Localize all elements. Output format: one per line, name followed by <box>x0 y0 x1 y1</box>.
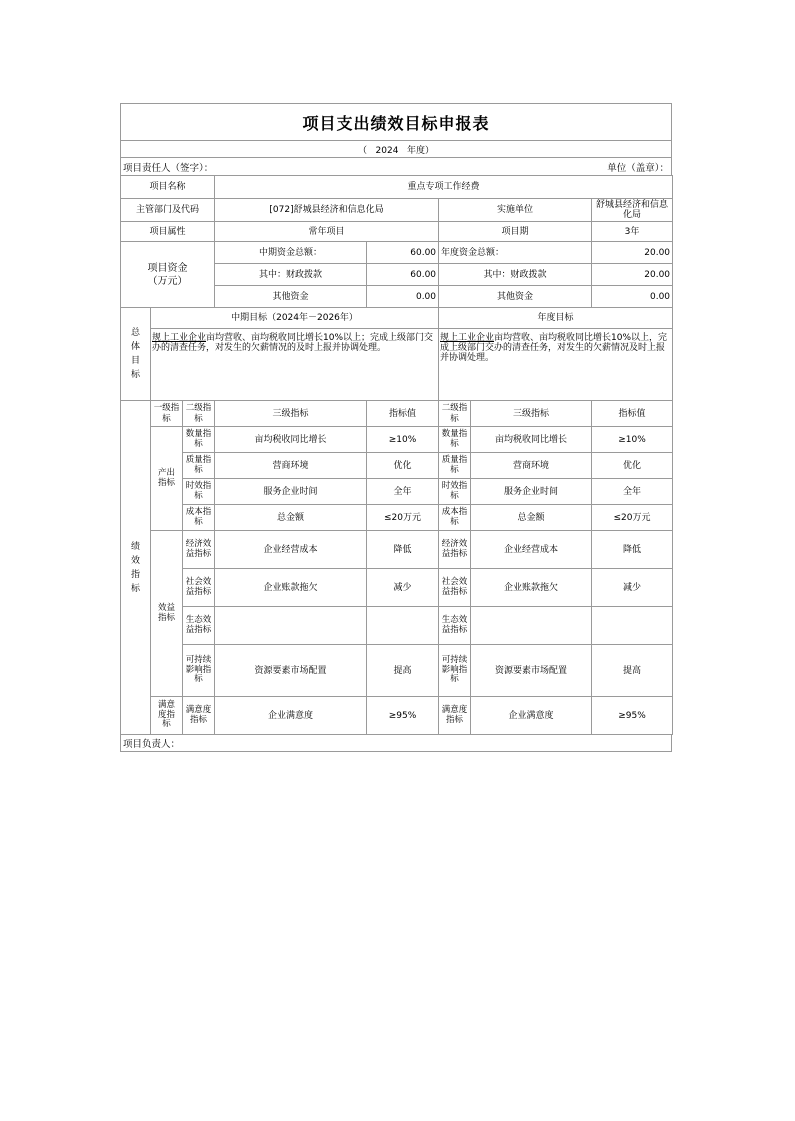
unit-seal-label: 单位（盖章）： <box>607 162 669 174</box>
satisfaction-label: 满意度指标 <box>151 697 183 735</box>
mid-total-value: 60.00 <box>367 242 439 264</box>
col-level2-annual: 二级指标 <box>439 401 471 427</box>
project-name-label: 项目名称 <box>121 176 215 199</box>
period-value: 3年 <box>592 222 673 242</box>
row-val-annual <box>592 607 673 645</box>
table-row <box>121 479 673 505</box>
row-l3-mid: 服务企业时间 <box>215 479 367 505</box>
row-val-mid <box>367 607 439 645</box>
row-l2-mid: 成本指标 <box>183 505 215 531</box>
row-l3-annual: 资源要素市场配置 <box>471 645 592 697</box>
row-val-annual: 全年 <box>592 479 673 505</box>
row-val-mid: ≤20万元 <box>367 505 439 531</box>
row-l2-annual: 可持续影响指标 <box>439 645 471 697</box>
table-row <box>121 453 673 479</box>
dept-label: 主管部门及代码 <box>121 199 215 222</box>
annual-goal-header: 年度目标 <box>439 308 673 329</box>
mid-fiscal-value: 60.00 <box>367 264 439 286</box>
goals-text-row <box>121 329 673 401</box>
table-row <box>121 697 673 735</box>
mid-goal-text-underlined: 规上工业企业 <box>152 333 207 343</box>
col-value-annual: 指标值 <box>592 401 673 427</box>
row-l3-mid: 营商环境 <box>215 453 367 479</box>
annual-goal-text-rest: 亩均营收、亩均税收同比增长10%以上，完成上级部门交办的清查任务，对发生的欠薪情况及时上报并协调处理。 <box>440 333 668 363</box>
row-val-annual: ≤20万元 <box>592 505 673 531</box>
period-label: 项目期 <box>439 222 592 242</box>
mid-other-value: 0.00 <box>367 286 439 308</box>
signature-row <box>120 157 672 175</box>
annual-fiscal-value: 20.00 <box>592 264 673 286</box>
row-l3-annual: 营商环境 <box>471 453 592 479</box>
row-l2-annual: 生态效益指标 <box>439 607 471 645</box>
row-val-annual: 优化 <box>592 453 673 479</box>
row-val-mid: 提高 <box>367 645 439 697</box>
mid-goal-text <box>151 329 439 401</box>
row-l2-annual: 社会效益指标 <box>439 569 471 607</box>
row-val-mid: ≥95% <box>367 697 439 735</box>
goals-header-row <box>121 308 673 329</box>
funds-label <box>121 242 215 308</box>
year-line: （ 2024 年度） <box>120 140 672 157</box>
mid-goal-text-rest: 亩均营收、亩均税收同比增长10%以上；完成上级部门交办的清查任务，对发生的欠薪情况的及时上报并协调处理。 <box>152 333 434 353</box>
project-name-value: 重点专项工作经费 <box>215 176 673 199</box>
attr-value: 常年项目 <box>215 222 439 242</box>
form-table <box>120 175 673 735</box>
project-lead-label: 项目负责人： <box>123 739 181 750</box>
benefit-label: 效益指标 <box>151 531 183 697</box>
table-row <box>121 607 673 645</box>
row-l3-mid: 企业经营成本 <box>215 531 367 569</box>
row-l3-annual: 亩均税收同比增长 <box>471 427 592 453</box>
project-lead-row <box>120 735 672 752</box>
annual-fiscal-label: 其中：财政拨款 <box>439 264 592 286</box>
row-val-annual: ≥95% <box>592 697 673 735</box>
row-l2-mid: 数量指标 <box>183 427 215 453</box>
output-label: 产出指标 <box>151 427 183 531</box>
annual-goal-text-underlined: 规上工业企业 <box>440 333 495 343</box>
goals-label <box>121 308 151 401</box>
row-l2-annual: 时效指标 <box>439 479 471 505</box>
mid-goal-header: 中期目标（2024年－2026年） <box>151 308 439 329</box>
row-val-mid: 全年 <box>367 479 439 505</box>
row-l3-mid: 亩均税收同比增长 <box>215 427 367 453</box>
row-l2-annual: 满意度指标 <box>439 697 471 735</box>
row-l2-annual: 经济效益指标 <box>439 531 471 569</box>
indicators-label-text: 绩效指标 <box>130 541 140 594</box>
dept-row <box>121 199 673 222</box>
row-val-mid: 优化 <box>367 453 439 479</box>
row-l3-mid <box>215 607 367 645</box>
annual-total-value: 20.00 <box>592 242 673 264</box>
funds-label-text: 项目资金（万元） <box>147 262 188 287</box>
row-val-annual: 降低 <box>592 531 673 569</box>
table-row <box>121 505 673 531</box>
row-val-annual: 提高 <box>592 645 673 697</box>
col-level2-mid: 二级指标 <box>183 401 215 427</box>
row-l3-annual: 服务企业时间 <box>471 479 592 505</box>
col-value-mid: 指标值 <box>367 401 439 427</box>
row-l2-mid: 生态效益指标 <box>183 607 215 645</box>
col-level1: 一级指标 <box>151 401 183 427</box>
row-l2-mid: 质量指标 <box>183 453 215 479</box>
responsible-sign-label: 项目责任人（签字）： <box>123 162 214 174</box>
row-l2-mid: 时效指标 <box>183 479 215 505</box>
row-l3-annual: 企业账款拖欠 <box>471 569 592 607</box>
table-row <box>121 531 673 569</box>
row-val-mid: 降低 <box>367 531 439 569</box>
row-l3-mid: 企业账款拖欠 <box>215 569 367 607</box>
annual-other-value: 0.00 <box>592 286 673 308</box>
row-l3-annual: 总金额 <box>471 505 592 531</box>
row-l2-annual: 成本指标 <box>439 505 471 531</box>
annual-other-label: 其他资金 <box>439 286 592 308</box>
row-val-annual: 减少 <box>592 569 673 607</box>
mid-fiscal-label: 其中：财政拨款 <box>215 264 367 286</box>
row-l2-annual: 质量指标 <box>439 453 471 479</box>
funds-row-total <box>121 242 673 264</box>
attr-label: 项目属性 <box>121 222 215 242</box>
row-l3-annual: 企业满意度 <box>471 697 592 735</box>
dept-value: [072]舒城县经济和信息化局 <box>215 199 439 222</box>
table-row <box>121 427 673 453</box>
table-row <box>121 645 673 697</box>
row-l3-annual <box>471 607 592 645</box>
form-title: 项目支出绩效目标申报表 <box>120 103 672 140</box>
project-name-row <box>121 176 673 199</box>
row-val-mid: 减少 <box>367 569 439 607</box>
col-level3-annual: 三级指标 <box>471 401 592 427</box>
row-l2-mid: 经济效益指标 <box>183 531 215 569</box>
row-val-annual: ≥10% <box>592 427 673 453</box>
annual-total-label: 年度资金总额： <box>439 242 592 264</box>
row-l2-annual: 数量指标 <box>439 427 471 453</box>
row-l3-annual: 企业经营成本 <box>471 531 592 569</box>
row-l2-mid: 社会效益指标 <box>183 569 215 607</box>
row-l3-mid: 企业满意度 <box>215 697 367 735</box>
row-l2-mid: 满意度指标 <box>183 697 215 735</box>
annual-goal-text <box>439 329 673 401</box>
performance-form <box>120 103 672 752</box>
row-l3-mid: 总金额 <box>215 505 367 531</box>
row-val-mid: ≥10% <box>367 427 439 453</box>
table-row <box>121 569 673 607</box>
impl-label: 实施单位 <box>439 199 592 222</box>
row-l2-mid: 可持续影响指标 <box>183 645 215 697</box>
mid-total-label: 中期资金总额： <box>215 242 367 264</box>
row-l3-mid: 资源要素市场配置 <box>215 645 367 697</box>
impl-value: 舒城县经济和信息化局 <box>592 199 673 222</box>
col-level3-mid: 三级指标 <box>215 401 367 427</box>
indicator-header-row <box>121 401 673 427</box>
goals-label-text: 总体目标 <box>130 328 140 380</box>
mid-other-label: 其他资金 <box>215 286 367 308</box>
indicators-label <box>121 401 151 735</box>
attr-row <box>121 222 673 242</box>
